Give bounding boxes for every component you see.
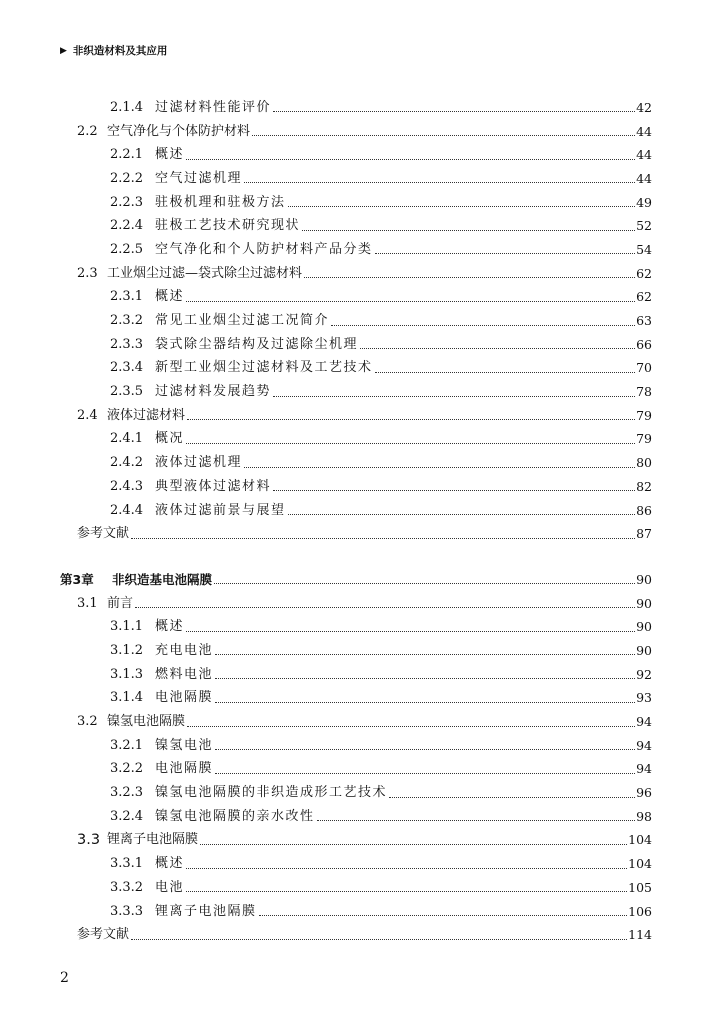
toc-entry[interactable]: [60, 687, 652, 711]
section-title: 概述: [155, 856, 185, 872]
toc-entry[interactable]: [60, 357, 652, 381]
chapter-title: 非织造基电池隔膜: [112, 571, 213, 587]
chapter-spacer: [60, 546, 652, 568]
page-number: 90: [636, 642, 652, 658]
section-title: 工业烟尘过滤—袋式除尘过滤材料: [107, 265, 303, 281]
dot-leader: [135, 607, 635, 608]
dot-leader: [186, 891, 627, 892]
page-number: 42: [636, 99, 652, 115]
toc-entry[interactable]: [60, 143, 652, 167]
table-of-contents: [60, 96, 652, 947]
section-title: 前言: [107, 595, 134, 611]
dot-leader: [244, 182, 635, 183]
section-title: 过滤材料发展趋势: [155, 384, 272, 400]
section-number: 3.3: [77, 832, 101, 849]
toc-entry[interactable]: [60, 96, 652, 120]
section-number: 3.1.4: [110, 690, 144, 706]
section-number: 2.3.2: [110, 313, 144, 329]
page-number: 66: [636, 336, 652, 352]
page-number: 82: [636, 478, 652, 494]
section-number: 3.1.3: [110, 666, 144, 682]
dot-leader: [215, 749, 635, 750]
section-title: 新型工业烟尘过滤材料及工艺技术: [155, 360, 373, 376]
page-number: 49: [636, 194, 652, 210]
dot-leader: [273, 111, 635, 112]
section-title: 充电电池: [155, 642, 214, 658]
section-number: 2.4.2: [110, 455, 144, 471]
dot-leader: [187, 419, 635, 420]
section-title: 袋式除尘器结构及过滤除尘机理: [155, 336, 359, 352]
toc-entry[interactable]: [60, 805, 652, 829]
section-title: 锂离子电池隔膜: [107, 832, 199, 848]
dot-leader: [259, 915, 628, 916]
toc-entry[interactable]: [60, 876, 652, 900]
section-title: 电池隔膜: [155, 690, 214, 706]
toc-entry[interactable]: [60, 286, 652, 310]
section-number: 2.4: [77, 407, 98, 423]
section-number: 2.4.4: [110, 502, 144, 518]
dot-leader: [304, 277, 635, 278]
section-title: 常见工业烟尘过滤工况简介: [155, 313, 330, 329]
section-number: 2.3.3: [110, 336, 144, 352]
section-number: 2.4.1: [110, 431, 144, 447]
section-number: 2.3.5: [110, 384, 144, 400]
page-number: 105: [628, 879, 652, 895]
page-number: 94: [636, 761, 652, 777]
dot-leader: [360, 348, 635, 349]
toc-entry[interactable]: [60, 167, 652, 191]
section-number: 3.3.1: [110, 856, 144, 872]
page-number: 79: [636, 407, 652, 423]
toc-entry-references[interactable]: [60, 522, 652, 546]
section-number: 2.3.4: [110, 360, 144, 376]
toc-entry[interactable]: [60, 428, 652, 452]
dot-leader: [215, 654, 635, 655]
dot-leader: [215, 678, 635, 679]
toc-entry[interactable]: [60, 758, 652, 782]
section-number: 3.2.4: [110, 808, 144, 824]
section-title: 参考文献: [77, 927, 130, 943]
toc-entry[interactable]: [60, 404, 652, 428]
toc-entry[interactable]: [60, 852, 652, 876]
section-number: 2.2.3: [110, 194, 144, 210]
section-title: 驻极工艺技术研究现状: [155, 218, 301, 234]
toc-entry[interactable]: [60, 499, 652, 523]
dot-leader: [317, 820, 636, 821]
page-number: 87: [636, 526, 652, 542]
toc-entry[interactable]: [60, 120, 652, 144]
toc-entry[interactable]: [60, 475, 652, 499]
folio-page-number: 2: [60, 970, 69, 986]
dot-leader: [131, 939, 627, 940]
page-number: 52: [636, 218, 652, 234]
section-title: 参考文献: [77, 526, 130, 542]
toc-entry-references[interactable]: [60, 923, 652, 947]
toc-entry[interactable]: [60, 734, 652, 758]
section-number: 2.1.4: [110, 99, 144, 115]
toc-entry[interactable]: [60, 900, 652, 924]
toc-entry[interactable]: [60, 309, 652, 333]
section-title: 概述: [155, 289, 185, 305]
section-number: 2.3: [77, 265, 98, 281]
triangle-marker-icon: ▶: [60, 45, 67, 56]
dot-leader: [273, 396, 635, 397]
section-title: 镍氢电池隔膜的亲水改性: [155, 808, 315, 824]
page-number: 62: [636, 265, 652, 281]
toc-entry[interactable]: [60, 214, 652, 238]
dot-leader: [375, 253, 636, 254]
page-number: 98: [636, 808, 652, 824]
page-number: 106: [628, 903, 652, 919]
page-number: 92: [636, 666, 652, 682]
toc-entry[interactable]: [60, 191, 652, 215]
section-number: 3.1.1: [110, 619, 144, 635]
toc-entry[interactable]: [60, 639, 652, 663]
section-number: 2.2.5: [110, 241, 144, 257]
dot-leader: [244, 467, 635, 468]
dot-leader: [200, 844, 627, 845]
page-number: 93: [636, 690, 652, 706]
section-title: 典型液体过滤材料: [155, 478, 272, 494]
toc-entry[interactable]: [60, 592, 652, 616]
dot-leader: [302, 230, 635, 231]
section-title: 过滤材料性能评价: [155, 99, 272, 115]
dot-leader: [214, 583, 635, 584]
page-number: 90: [636, 595, 652, 611]
page-number: 54: [636, 241, 652, 257]
section-title: 电池: [155, 879, 185, 895]
page-number: 44: [636, 170, 652, 186]
page-number: 94: [636, 714, 652, 730]
toc-entry[interactable]: [60, 262, 652, 286]
page-number: 80: [636, 455, 652, 471]
toc-entry[interactable]: [60, 781, 652, 805]
section-title: 电池隔膜: [155, 761, 214, 777]
section-title: 空气过滤机理: [155, 170, 243, 186]
section-title: 镍氢电池: [155, 737, 214, 753]
section-number: 3.1.2: [110, 642, 144, 658]
toc-entry[interactable]: [60, 829, 652, 853]
section-number: 3.3.2: [110, 879, 144, 895]
toc-entry[interactable]: [60, 333, 652, 357]
dot-leader: [215, 773, 635, 774]
page-number: 78: [636, 384, 652, 400]
dot-leader: [389, 797, 635, 798]
section-title: 空气净化与个体防护材料: [107, 123, 251, 139]
dot-leader: [186, 868, 627, 869]
toc-entry-chapter[interactable]: [60, 568, 652, 592]
section-number: 3.2: [77, 714, 98, 730]
page-number: 79: [636, 431, 652, 447]
toc-entry[interactable]: [60, 663, 652, 687]
section-title: 概述: [155, 619, 185, 635]
section-number: 3.1: [77, 595, 98, 611]
running-header: [60, 43, 167, 58]
section-title: 镍氢电池隔膜: [107, 714, 186, 730]
section-number: 2.2: [77, 123, 98, 139]
dot-leader: [131, 538, 635, 539]
section-number: 3.2.3: [110, 785, 144, 801]
section-number: 2.3.1: [110, 289, 144, 305]
section-number: 2.2.2: [110, 170, 144, 186]
dot-leader: [375, 372, 636, 373]
page-number: 96: [636, 785, 652, 801]
page-number: 44: [636, 123, 652, 139]
dot-leader: [186, 159, 635, 160]
dot-leader: [252, 135, 635, 136]
page-number: 90: [636, 571, 652, 587]
toc-entry[interactable]: [60, 380, 652, 404]
section-title: 空气净化和个人防护材料产品分类: [155, 241, 373, 257]
section-title: 液体过滤材料: [107, 407, 186, 423]
dot-leader: [288, 206, 636, 207]
page-number: 63: [636, 313, 652, 329]
section-number: 3.3.3: [110, 903, 144, 919]
dot-leader: [215, 702, 635, 703]
dot-leader: [288, 514, 636, 515]
section-number: 3.2.2: [110, 761, 144, 777]
page-number: 104: [628, 832, 652, 848]
page-number: 70: [636, 360, 652, 376]
section-number: 2.2.4: [110, 218, 144, 234]
dot-leader: [186, 301, 635, 302]
page-number: 86: [636, 502, 652, 518]
section-number: 2.4.3: [110, 478, 144, 494]
toc-entry[interactable]: [60, 451, 652, 475]
toc-entry[interactable]: [60, 710, 652, 734]
dot-leader: [273, 490, 635, 491]
toc-entry[interactable]: [60, 615, 652, 639]
section-title: 镍氢电池隔膜的非织造成形工艺技术: [155, 785, 388, 801]
section-title: 概况: [155, 431, 185, 447]
chapter-number: 第3章: [60, 571, 94, 587]
page-number: 114: [628, 927, 652, 943]
section-title: 燃料电池: [155, 666, 214, 682]
dot-leader: [186, 631, 635, 632]
page-number: 104: [628, 856, 652, 872]
page-number: 62: [636, 289, 652, 305]
toc-entry[interactable]: [60, 238, 652, 262]
dot-leader: [187, 726, 635, 727]
section-number: 3.2.1: [110, 737, 144, 753]
section-title: 液体过滤前景与展望: [155, 502, 286, 518]
section-number: 2.2.1: [110, 147, 144, 163]
page-number: 94: [636, 737, 652, 753]
section-title: 液体过滤机理: [155, 455, 243, 471]
section-title: 驻极机理和驻极方法: [155, 194, 286, 210]
book-title: 非织造材料及其应用: [72, 45, 168, 57]
page-number: 90: [636, 619, 652, 635]
page-number: 44: [636, 147, 652, 163]
dot-leader: [331, 325, 635, 326]
section-title: 概述: [155, 147, 185, 163]
section-title: 锂离子电池隔膜: [155, 903, 257, 919]
dot-leader: [186, 443, 635, 444]
